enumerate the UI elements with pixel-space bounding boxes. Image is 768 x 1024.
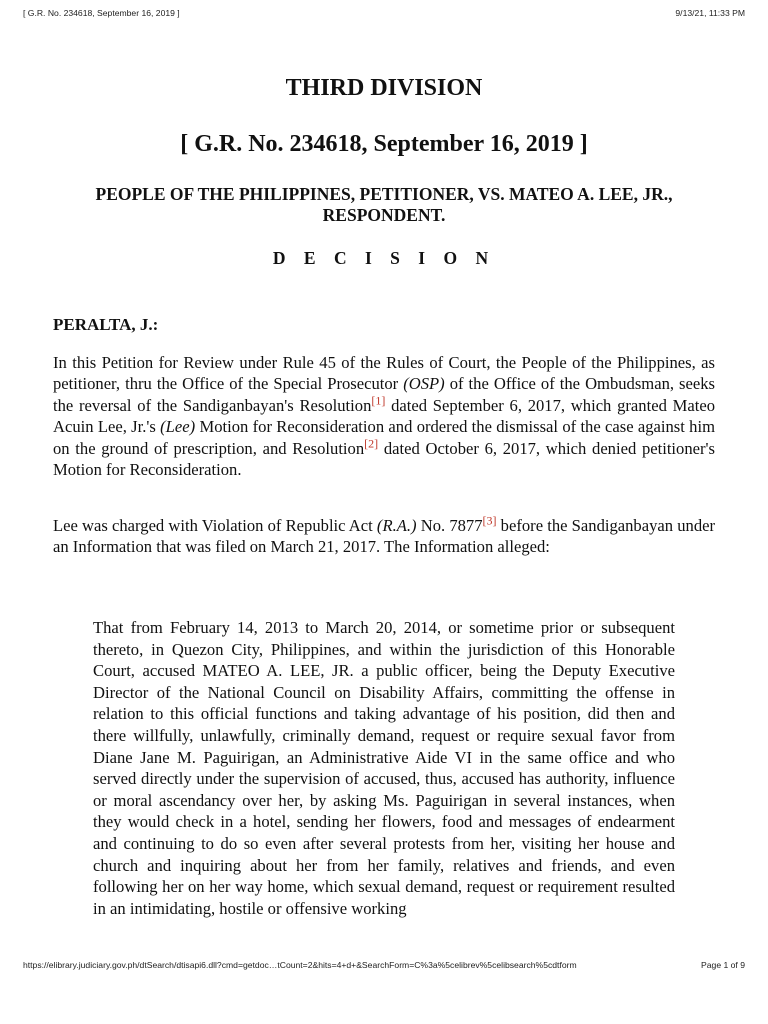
footnote-link-2[interactable]: [2] [364,436,379,451]
paragraph-1: In this Petition for Review under Rule 45 of the Rules of Court, the People of the Philippines, as petitioner, thru the Office of the Special Prosecutor (OSP) of the Office of the Ombudsman, seeks the reversal of the Sandiganbayan's Resolution[1] dated September 6, 2017, which granted Mateo Acuin Lee, Jr.'s (Lee) Motion for Reconsideration and ordered the dismissal of the case against him on the ground of prescription, and Resolution[2] dated October 6, 2017, which denied petitioner's Motion for Reconsideration. [53,353,716,480]
print-footer-page: Page 1 of 9 [701,960,745,970]
print-header-title: [ G.R. No. 234618, September 16, 2019 ] [23,8,180,18]
print-header [23,8,745,22]
decision-heading: D E C I S I O N [272,248,496,268]
case-parties: PEOPLE OF THE PHILIPPINES, PETITIONER, VS. MATEO A. LEE, JR., RESPONDENT. [95,184,673,225]
print-header-datetime: 9/13/21, 11:33 PM [675,8,745,18]
division-title: THIRD DIVISION [285,75,483,101]
print-footer [23,960,745,974]
footnote-link-1[interactable]: [1] [371,393,386,408]
print-footer-url: https://elibrary.judiciary.gov.ph/dtSearch/dtisapi6.dll?cmd=getdoc…tCount=2&hits=4+d+&SearchForm=C%3a%5celibrev%5celibsearch%5cdtform [23,960,577,970]
information-quote: That from February 14, 2013 to March 20, 2014, or sometime prior or subsequent thereto, in Quezon City, Philippines, and within the jurisdiction of this Honorable Court, accused MATEO A. LEE, JR. a public officer, being the Deputy Executive Director of the National Council on Disability Affairs, committing the offense in relation to this official functions and taking advantage of his position, did then and there willfully, unlawfully, criminally demand, request or require sexual favor from Diane Jane M. Paguirigan, an Administrative Aide VI in the same office and who served directly under the supervision of accused, thus, accused has authority, influence or moral ascendancy over her, by asking Ms. Paguirigan in several instances, when they would check in a hotel, sending her flowers, food and messages of endearment and continuing to do so even after several protests from her, visiting her house and church and inquiring about her from her family, relatives and friends, and even following her on her way home, which sexual demand, request or requirement resulted in an intimidating, hostile or offensive working [93,618,675,918]
case-number: [ G.R. No. 234618, September 16, 2019 ] [180,131,588,157]
ponente: PERALTA, J.: [53,315,159,334]
paragraph-2: Lee was charged with Violation of Republic Act (R.A.) No. 7877[3] before the Sandiganbayan under an Information that was filed on March 21, 2017. The Information alleged: [53,513,716,557]
footnote-link-3[interactable]: [3] [482,513,497,528]
